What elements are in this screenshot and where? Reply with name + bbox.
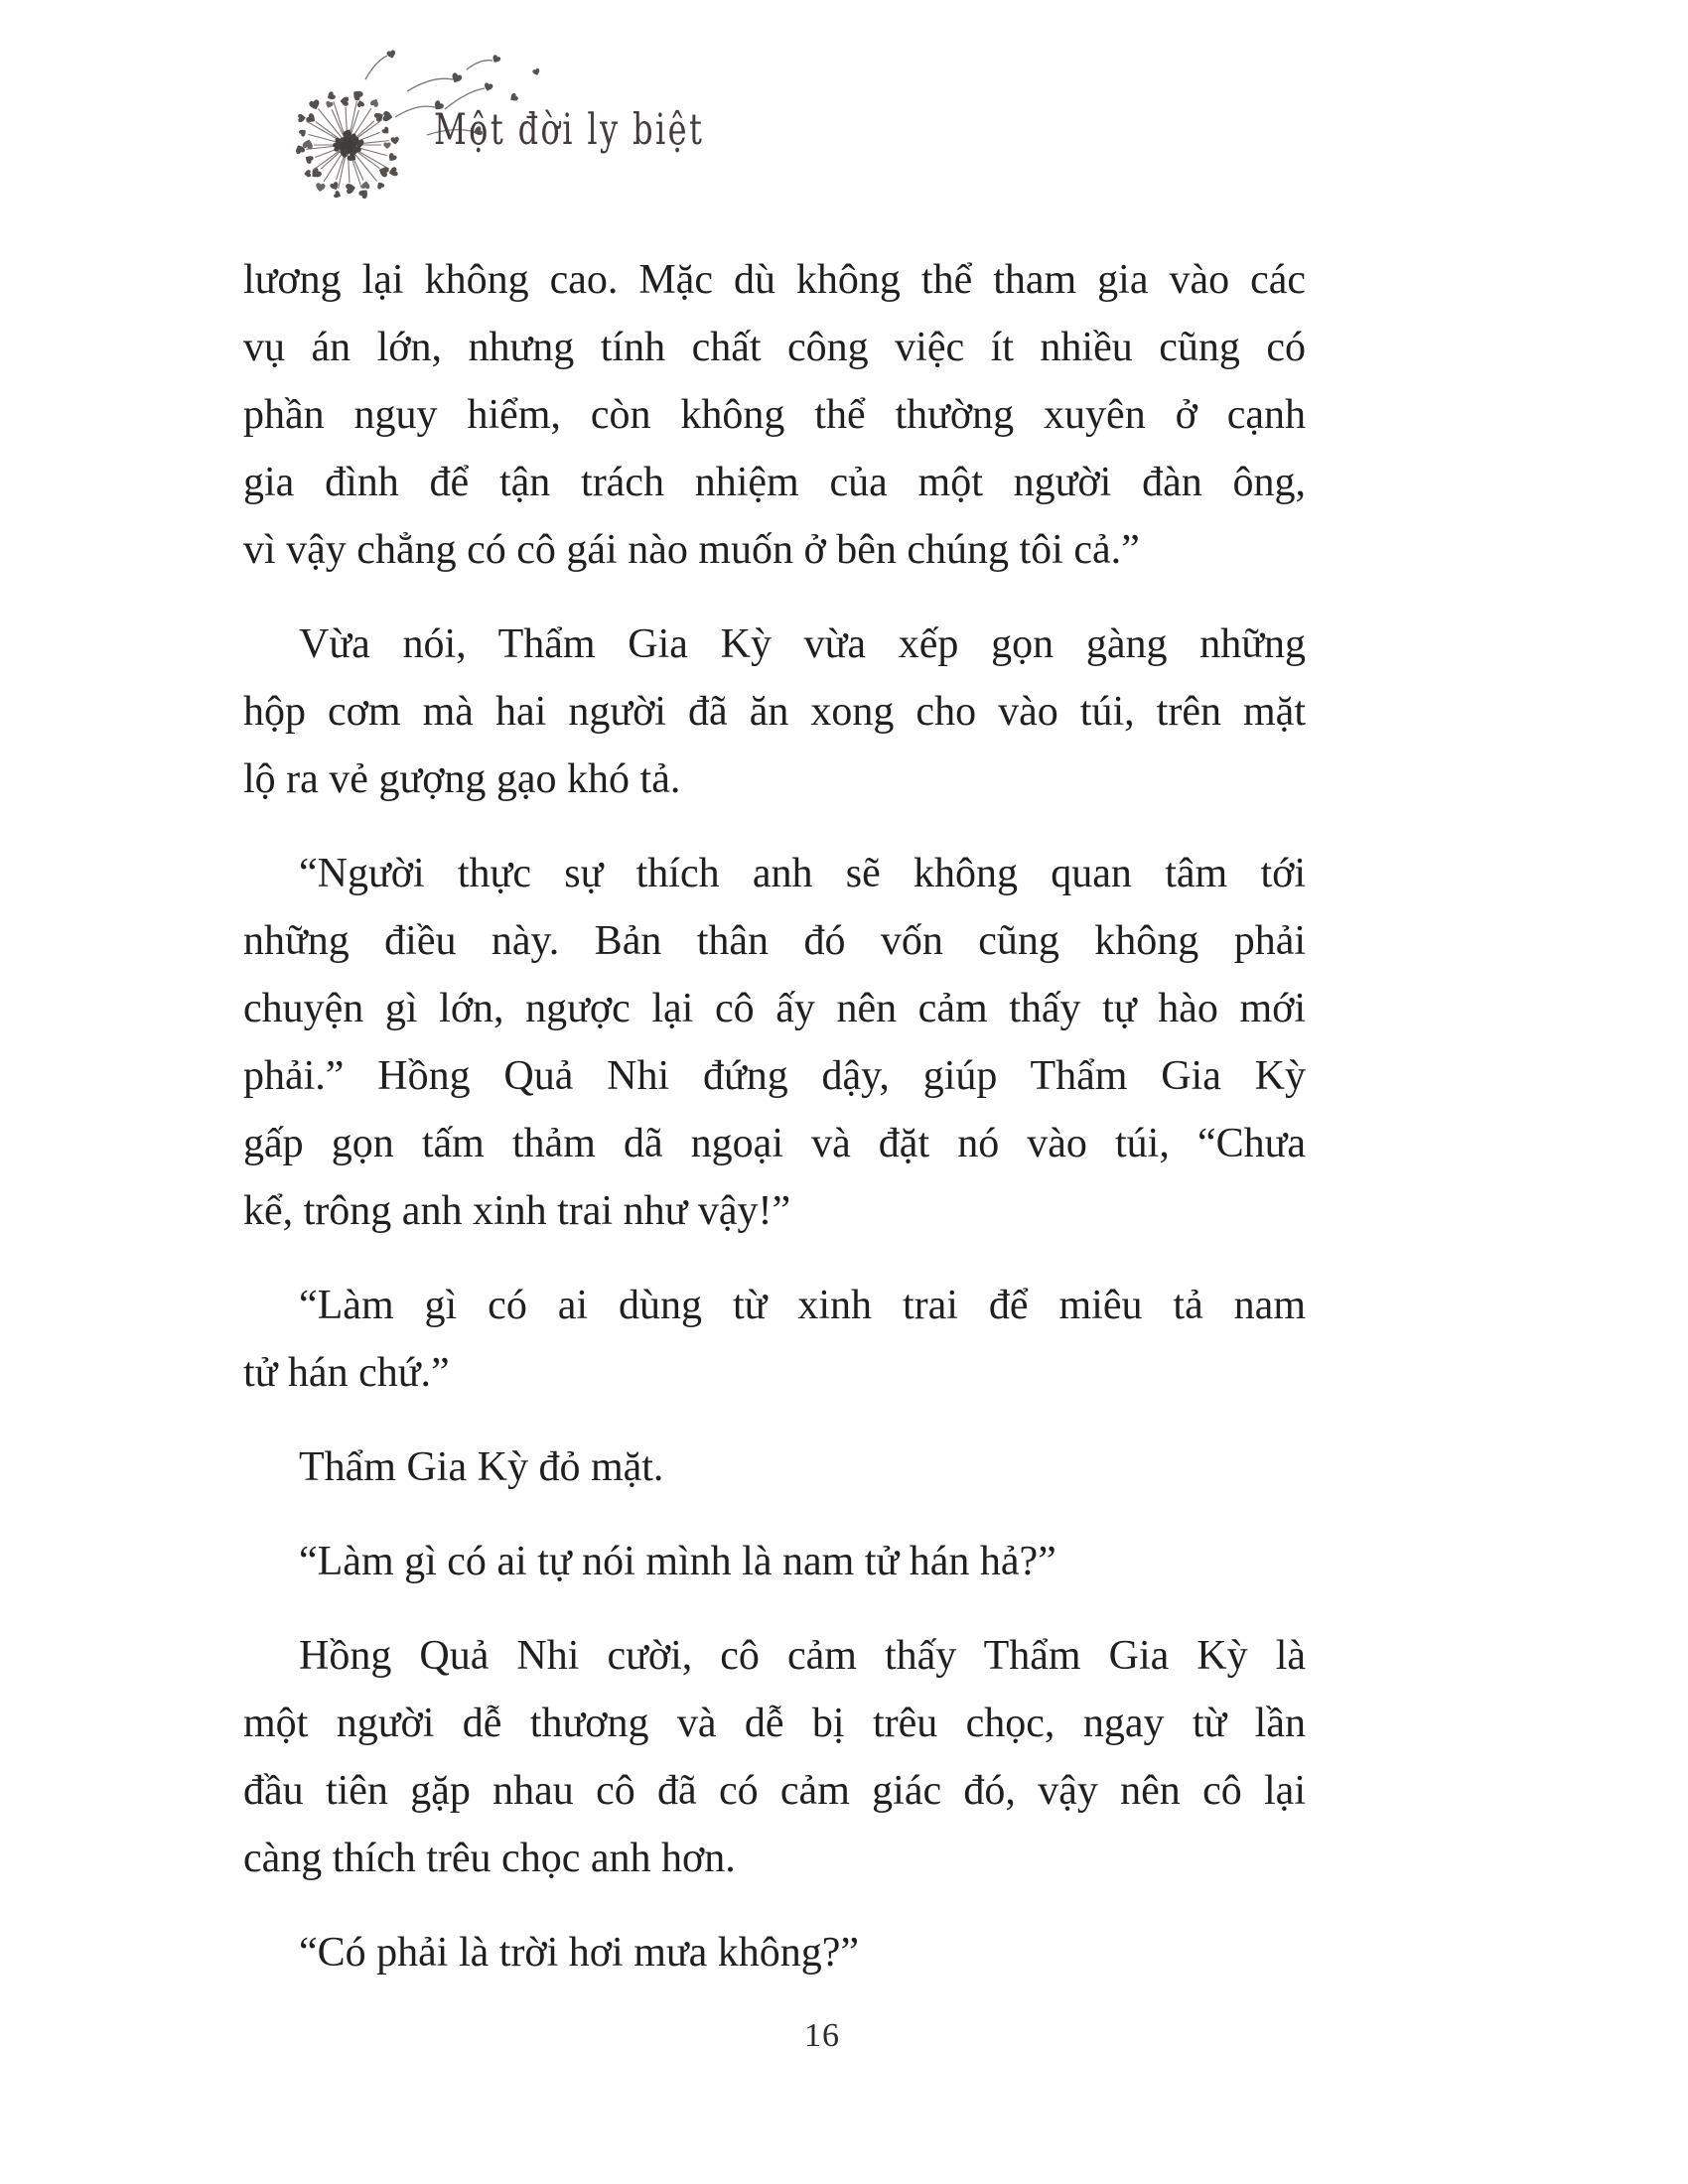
text-line: “Làm gì có ai dùng từ xinh trai để miêu tả nam <box>299 1283 1306 1328</box>
text-line: tử hán chứ.” <box>243 1350 450 1396</box>
text-line: lương lại không cao. Mặc dù không thể tham gia vào các <box>243 257 1306 303</box>
text-line: càng thích trêu chọc anh hơn. <box>243 1836 736 1881</box>
paragraph <box>243 1622 1306 1892</box>
paragraph <box>243 1919 1306 1986</box>
text-line: Hồng Quả Nhi cười, cô cảm thấy Thẩm Gia Kỳ là <box>299 1633 1306 1679</box>
text-line: những điều này. Bản thân đó vốn cũng không phải <box>243 918 1306 964</box>
text-line: đầu tiên gặp nhau cô đã có cảm giác đó, vậy nên cô lại <box>243 1768 1306 1814</box>
paragraph <box>243 1528 1306 1595</box>
text-line: vụ án lớn, nhưng tính chất công việc ít nhiều cũng có <box>243 325 1306 370</box>
text-line: “Có phải là trời hơi mưa không?” <box>299 1930 860 1976</box>
text-line: vì vậy chẳng có cô gái nào muốn ở bên chúng tôi cả.” <box>243 527 1140 573</box>
text-block <box>243 246 1306 1986</box>
text-line: kể, trông anh xinh trai như vậy!” <box>243 1188 791 1234</box>
text-line: “Làm gì có ai tự nói mình là nam tử hán hả?” <box>299 1539 1056 1584</box>
text-line: một người dễ thương và dễ bị trêu chọc, ngay từ lần <box>243 1701 1306 1746</box>
book-title: Một đời ly biệt <box>434 105 705 155</box>
paragraph <box>243 611 1306 813</box>
text-line: gấp gọn tấm thảm dã ngoại và đặt nó vào túi, “Chưa <box>243 1121 1306 1166</box>
page-header <box>0 0 1688 228</box>
text-line: Thẩm Gia Kỳ đỏ mặt. <box>299 1444 664 1490</box>
text-line: “Người thực sự thích anh sẽ không quan tâm tới <box>299 851 1306 896</box>
page-number: 16 <box>804 2017 840 2054</box>
paragraph <box>243 1433 1306 1501</box>
text-line: gia đình để tận trách nhiệm của một người đàn ông, <box>243 460 1306 505</box>
text-line: hộp cơm mà hai người đã ăn xong cho vào túi, trên mặt <box>243 689 1306 735</box>
text-line: chuyện gì lớn, ngược lại cô ấy nên cảm thấy tự hào mới <box>243 986 1306 1031</box>
paragraph <box>243 246 1306 584</box>
text-line: phải.” Hồng Quả Nhi đứng dậy, giúp Thẩm Gia Kỳ <box>243 1053 1306 1099</box>
text-line: phần nguy hiểm, còn không thể thường xuyên ở cạnh <box>243 392 1306 438</box>
paragraph <box>243 1272 1306 1407</box>
text-line: Vừa nói, Thẩm Gia Kỳ vừa xếp gọn gàng những <box>299 621 1306 667</box>
paragraph <box>243 840 1306 1245</box>
text-line: lộ ra vẻ gượng gạo khó tả. <box>243 756 681 802</box>
